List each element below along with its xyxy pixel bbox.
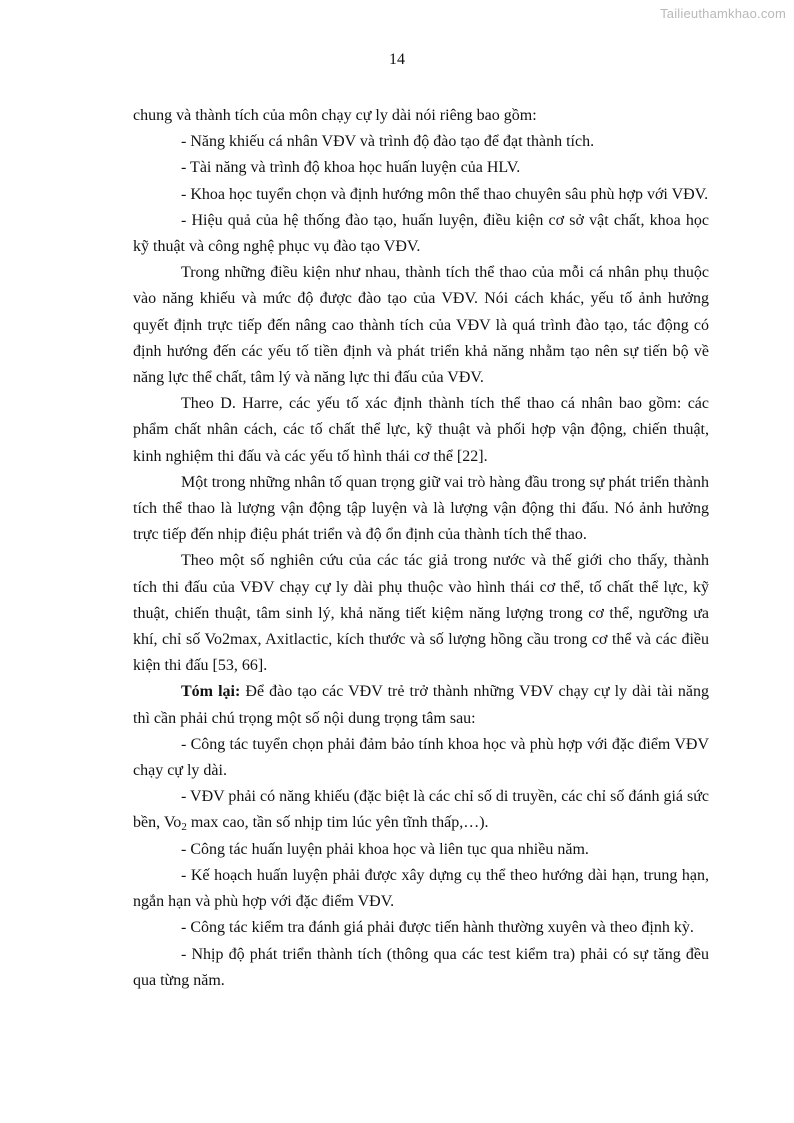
summary-text: Để đào tạo các VĐV trẻ trở thành những VĐV chạy cự ly dài tài năng thì cần phải chú trọng một số nội dung trọng tâm sau: — [133, 683, 710, 727]
list-item-training: - Công tác huấn luyện phải khoa học và liên tục qua nhiều năm. — [181, 840, 589, 858]
subscript-two: 2 — [181, 821, 187, 834]
aptitude-text-a: - VĐV phải có năng khiếu (đặc biệt là các chỉ số di truyền, các chỉ số đánh giá sức bền, Vo — [133, 788, 709, 832]
list-item-assessment: - Công tác kiểm tra đánh giá phải được tiến hành thường xuyên và theo định kỳ. — [181, 919, 694, 937]
paragraph-summary — [133, 679, 709, 731]
paragraph-conditions: Trong những điều kiện như nhau, thành tích thể thao của mỗi cá nhân phụ thuộc vào năng khiếu và mức độ được đào tạo của VĐV. Nói cách khác, yếu tố ảnh hưởng quyết định trực tiếp đến nâng cao thành tích của VĐV là quá trình đào tạo, tác động có định hướng đến các yếu tố tiền định và phát triển khả năng nhằm tạo nên sự tiến bộ về năng lực thể chất, tâm lý và năng lực thi đấu của VĐV. — [133, 264, 709, 387]
page-number: 14 — [389, 51, 405, 68]
paragraph-training-load: Một trong những nhân tố quan trọng giữ vai trò hàng đầu trong sự phát triển thành tích thể thao là lượng vận động tập luyện và là lượng vận động thi đấu. Nó ảnh hưởng trực tiếp đến nhịp điệu phát triển và độ ổn định của thành tích thể thao. — [133, 473, 709, 544]
list-item-aptitude — [133, 784, 709, 836]
list-item-selection: - Khoa học tuyển chọn và định hướng môn thể thao chuyên sâu phù hợp với VĐV. — [181, 185, 709, 203]
aptitude-text-b: max cao, tần số nhịp tim lúc yên tĩnh thấp,…). — [186, 814, 489, 832]
paragraph-intro-continuation: chung và thành tích của môn chạy cự ly dài nói riêng bao gồm: — [133, 107, 537, 124]
list-item-selection-work: - Công tác tuyển chọn phải đảm bảo tính khoa học và phù hợp với đặc điểm VĐV chạy cự ly dài. — [133, 735, 709, 780]
paragraph-research: Theo một số nghiên cứu của các tác giả trong nước và thế giới cho thấy, thành tích thi đấu của VĐV chạy cự ly dài phụ thuộc vào hình thái cơ thể, tố chất thể lực, kỹ thuật, chiến thuật, tâm sinh lý, khả năng tiết kiệm năng lượng trong cơ thể, ngưỡng ưa khí, chỉ số Vo2max, Axitlactic, kích thước và số lượng hồng cầu trong cơ thể và các điều kiện thi đấu [53, 66]. — [133, 552, 709, 675]
list-item-coach: - Tài năng và trình độ khoa học huấn luyện của HLV. — [181, 159, 521, 177]
list-item-plan: - Kế hoạch huấn luyện phải được xây dựng cụ thể theo hướng dài hạn, trung hạn, ngắn hạn và phù hợp với đặc điểm VĐV. — [133, 866, 709, 911]
list-item-talent: - Năng khiếu cá nhân VĐV và trình độ đào tạo để đạt thành tích. — [181, 133, 595, 151]
list-item-progress: - Nhịp độ phát triển thành tích (thông qua các test kiểm tra) phải có sự tăng đều qua từng năm. — [133, 945, 709, 989]
paragraph-harre: Theo D. Harre, các yếu tố xác định thành tích thể thao cá nhân bao gồm: các phẩm chất nhân cách, các tố chất thể lực, kỹ thuật và phối hợp vận động, chiến thuật, kinh nghiệm thi đấu và các yếu tố hình thái cơ thể [22]. — [133, 395, 709, 465]
watermark: Tailieuthamkhao.com — [660, 6, 786, 21]
document-body — [133, 103, 709, 994]
summary-label: Tóm lại: — [181, 683, 241, 701]
list-item-system: - Hiệu quả của hệ thống đào tạo, huấn luyện, điều kiện cơ sở vật chất, khoa học kỹ thuật và công nghệ phục vụ đào tạo VĐV. — [133, 211, 709, 256]
